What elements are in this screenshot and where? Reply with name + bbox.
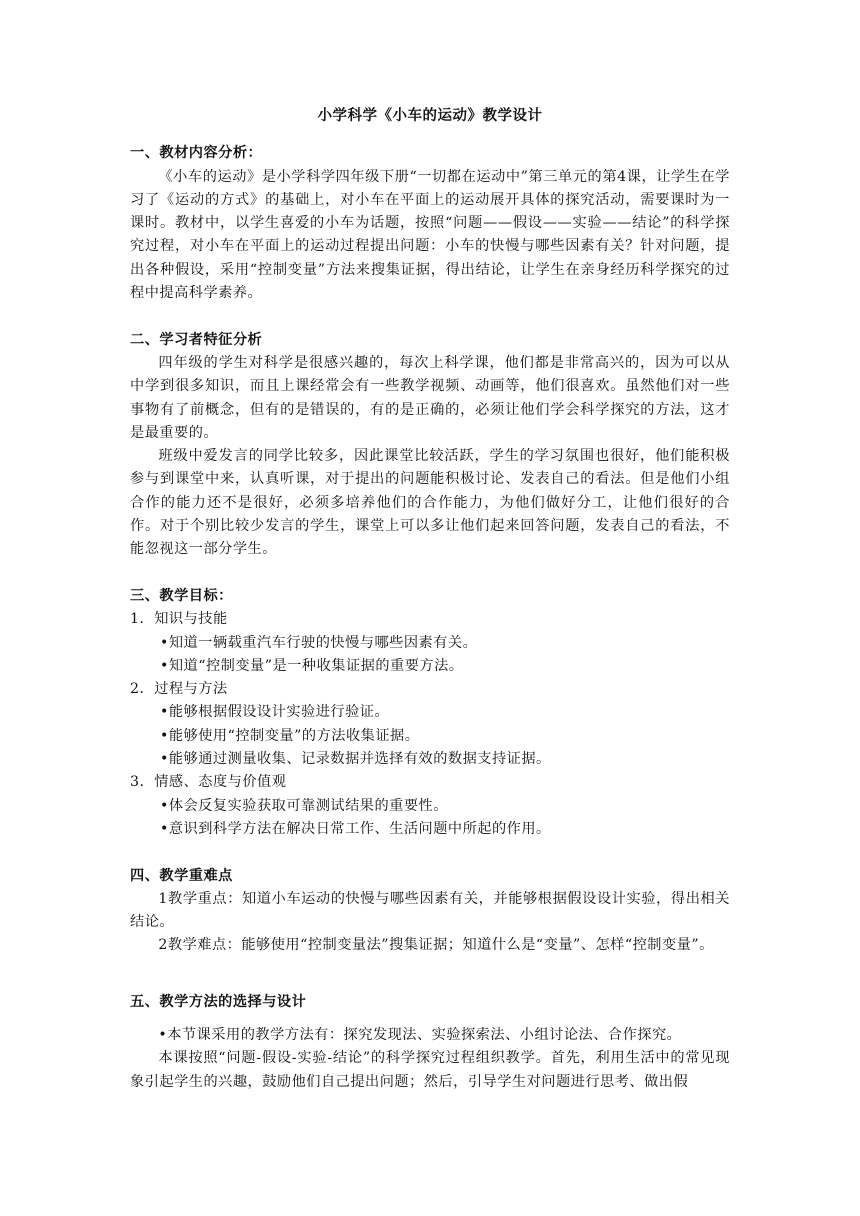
document-body xyxy=(130,104,730,1094)
section-heading-2: 二、学习者特征分析 xyxy=(130,331,263,348)
document-title: 小学科学《小车的运动》教学设计 xyxy=(317,107,543,124)
objective-item: •能够使用“控制变量”的方法收集证据。 xyxy=(160,727,420,744)
paragraph: •本节课采用的教学方法有：探究发现法、实验探索法、小组讨论法、合作探究。 xyxy=(158,1026,682,1043)
paragraph: 2教学难点：能够使用“控制变量法”搜集证据；知道什么是“变量”、怎样“控制变量”。 xyxy=(158,937,714,954)
objective-item: •知道一辆载重汽车行驶的快慢与哪些因素有关。 xyxy=(160,634,478,651)
paragraph: 《小车的运动》是小学科学四年级下册“一切都在运动中”第三单元的第4课，让学生在学习了《运动的方式》的基础上，对小车在平面上的运动展开具体的探究活动，需要课时为一课时。教材中，以学生喜爱的小车为话题，按照“问题——假设——实验——结论”的科学探究过程，对小车在平面上的运动过程提出问题：小车的快慢与哪些因素有关？针对问题，提出各种假设，采用“控制变量”方法来搜集证据，得出结论，让学生在亲身经历科学探究的过程中提高科学素养。 xyxy=(130,168,730,302)
objective-item: •知道“控制变量”是一种收集证据的重要方法。 xyxy=(160,657,464,674)
paragraph: 本课按照“问题-假设-实验-结论”的科学探究过程组织教学。首先，利用生活中的常见现象引起学生的兴趣，鼓励他们自己提出问题；然后，引导学生对问题进行思考、做出假 xyxy=(130,1050,730,1090)
objective-item: •体会反复实验获取可靠测试结果的重要性。 xyxy=(160,797,448,814)
objective-item: •意识到科学方法在解决日常工作、生活问题中所起的作用。 xyxy=(160,820,551,837)
section-heading-4: 四、教学重难点 xyxy=(130,867,233,884)
objective-group-label: 1．知识与技能 xyxy=(130,611,228,628)
paragraph: 四年级的学生对科学是很感兴趣的，每次上科学课，他们都是非常高兴的，因为可以从中学到很多知识，而且上课经常会有一些教学视频、动画等，他们很喜欢。虽然他们对一些事物有了前概念，但有的是错误的，有的是正确的，必须让他们学会科学探究的方法，这才是最重要的。 xyxy=(130,354,730,441)
objective-group-label: 2．过程与方法 xyxy=(130,681,228,698)
paragraph: 班级中爱发言的同学比较多，因此课堂比较活跃，学生的学习氛围也很好，他们能积极参与到课堂中来，认真听课，对于提出的问题能积极讨论、发表自己的看法。但是他们小组合作的能力还不是很好，必须多培养他们的合作能力，为他们做好分工，让他们很好的合作。对于个别比较少发言的学生，课堂上可以多让他们起来回答问题，发表自己的看法，不能忽视这一部分学生。 xyxy=(130,448,730,558)
section-heading-3: 三、教学目标： xyxy=(130,587,233,604)
section-heading-1: 一、教材内容分析： xyxy=(130,145,263,162)
paragraph: 1教学重点：知道小车运动的快慢与哪些因素有关，并能够根据假设设计实验，得出相关结论。 xyxy=(130,890,730,931)
objective-item: •能够通过测量收集、记录数据并选择有效的数据支持证据。 xyxy=(160,751,551,768)
objective-item: •能够根据假设设计实验进行验证。 xyxy=(160,704,390,721)
section-heading-5: 五、教学方法的选择与设计 xyxy=(130,993,307,1010)
objective-group-label: 3．情感、态度与价值观 xyxy=(130,774,287,791)
